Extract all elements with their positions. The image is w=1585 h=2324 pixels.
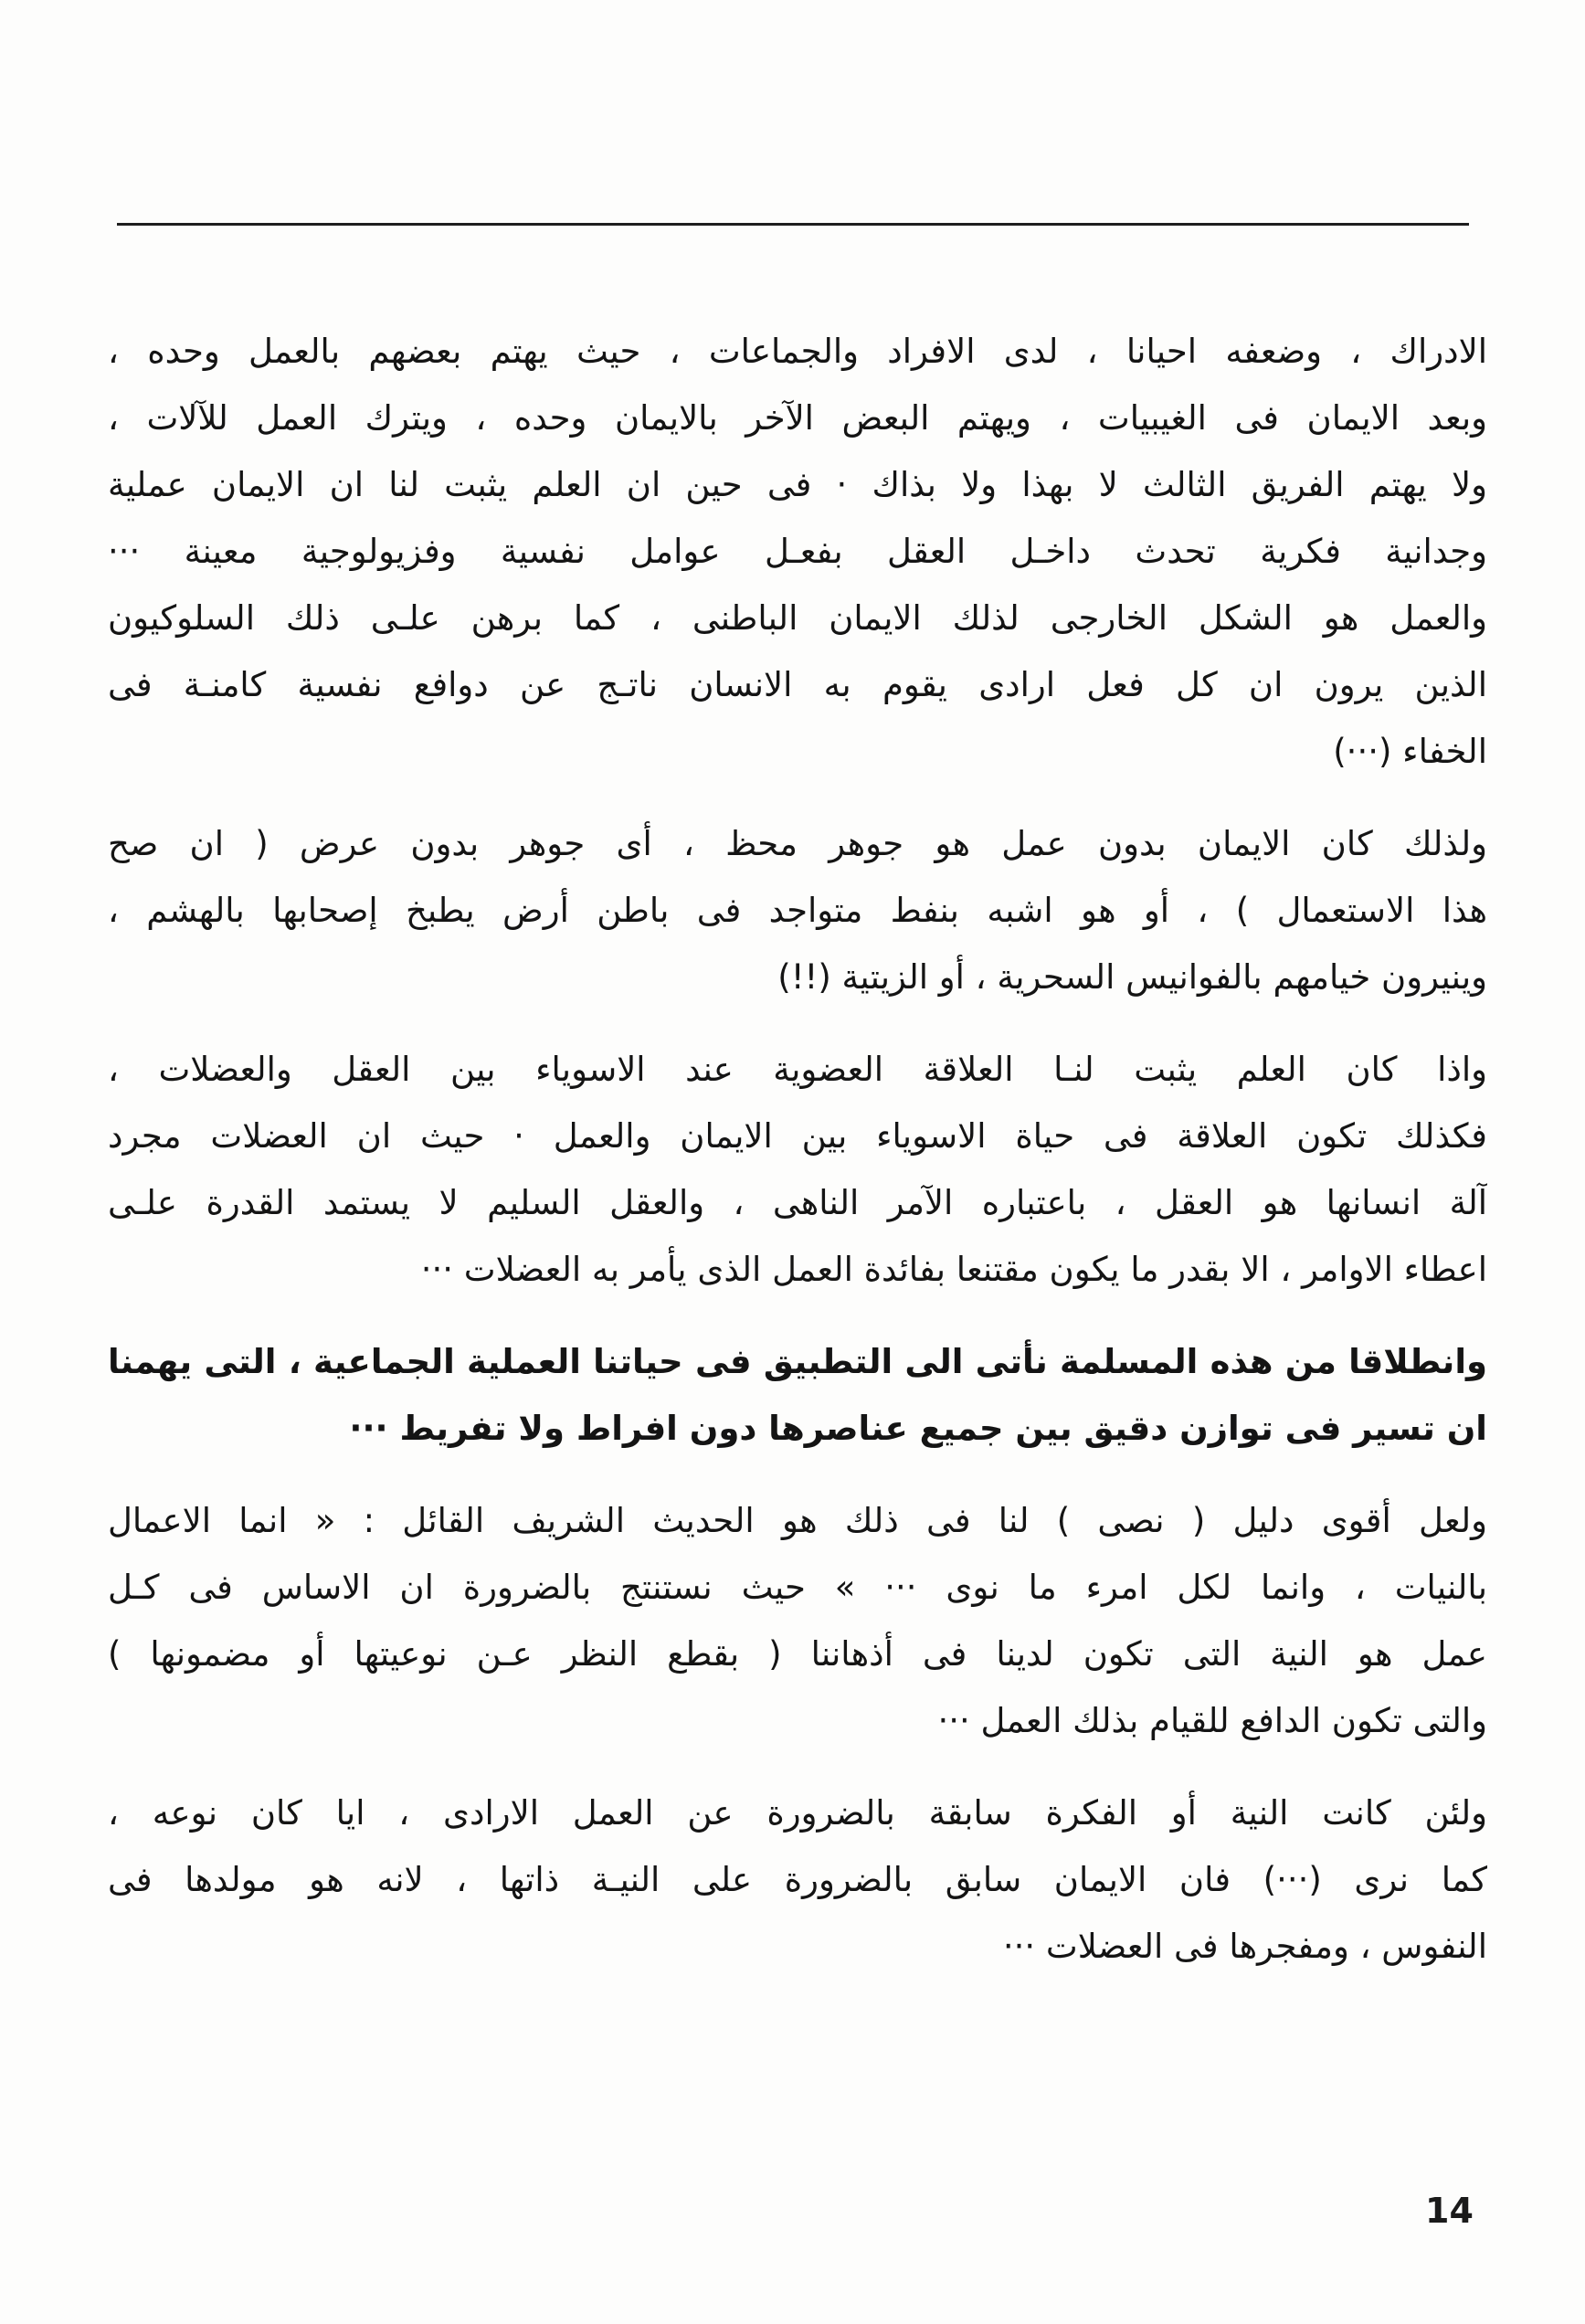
paragraph-5 — [108, 1487, 1487, 1754]
text-line: وجدانية فكرية تحدث داخـل العقل بفعـل عوامل نفسية وفزيولوجية معينة ··· — [108, 532, 1487, 571]
header-rule — [117, 223, 1469, 226]
text-line: وانطلاقا من هذه المسلمة نأتى الى التطبيق فى حياتنا العملية الجماعية ، التى يهمنا — [108, 1342, 1487, 1381]
text-line: الذين يرون ان كل فعل ارادى يقوم به الانسان ناتـج عن دوافع نفسية كامنـة فى — [108, 665, 1487, 704]
text-line: كما نرى (···) فان الايمان سابق بالضرورة على النيـة ذاتها ، لانه هو مولدها فى — [108, 1860, 1487, 1899]
text-line: النفوس ، ومفجرها فى العضلات ··· — [1002, 1927, 1487, 1966]
text-line: واذا كان العلم يثبت لنـا العلاقة العضوية عند الاسوياء بين العقل والعضلات ، — [108, 1050, 1487, 1089]
text-line: آلة انسانها هو العقل ، باعتباره الآمر الناهى ، والعقل السليم لا يستمد القدرة علـى — [108, 1183, 1487, 1222]
text-line: والعمل هو الشكل الخارجى لذلك الايمان الباطنى ، كما برهن علـى ذلك السلوكيون — [108, 598, 1487, 638]
paragraph-2 — [108, 810, 1487, 1010]
paragraph-3 — [108, 1036, 1487, 1303]
text-line: ولعل أقوى دليل ( نصى ) لنا فى ذلك هو الحديث الشريف القائل : « انما الاعمال — [108, 1501, 1487, 1540]
text-line: الخفاء (···) — [1333, 732, 1487, 771]
text-line: ولذلك كان الايمان بدون عمل هو جوهر محظ ، أى جوهر بدون عرض ( ان صح — [108, 824, 1487, 863]
body-text — [108, 318, 1487, 2005]
paragraph-6 — [108, 1780, 1487, 1980]
text-line: فكذلك تكون العلاقة فى حياة الاسوياء بين الايمان والعمل · حيث ان العضلات مجرد — [108, 1116, 1487, 1156]
text-line: وينيرون خيامهم بالفوانيس السحرية ، أو الزيتية (!!) — [777, 957, 1487, 997]
text-line: هذا الاستعمال ) ، أو هو اشبه بنفط متواجد فى باطن أرض يطبخ إصحابها بالهشم ، — [108, 891, 1487, 930]
text-line: عمل هو النية التى تكون لدينا فى أذهاننا ( بقطع النظر عـن نوعيتها أو مضمونها ) — [108, 1634, 1487, 1674]
text-line: اعطاء الاوامر ، الا بقدر ما يكون مقتنعا بفائدة العمل الذى يأمر به العضلات ··· — [420, 1250, 1487, 1289]
text-line: وبعد الايمان فى الغيبيات ، ويهتم البعض الآخر بالايمان وحده ، ويترك العمل للآلات ، — [108, 398, 1487, 438]
text-line: والتى تكون الدافع للقيام بذلك العمل ··· — [937, 1701, 1487, 1740]
text-line: ان تسير فى توازن دقيق بين جميع عناصرها دون افراط ولا تفريط ··· — [349, 1409, 1487, 1448]
text-line: ولا يهتم الفريق الثالث لا بهذا ولا بذاك · فى حين ان العلم يثبت لنا ان الايمان عملية — [108, 465, 1487, 504]
page-number: 14 — [1425, 2191, 1474, 2231]
text-line: الادراك ، وضعفه احيانا ، لدى الافراد والجماعات ، حيث يهتم بعضهم بالعمل وحده ، — [108, 332, 1487, 371]
paragraph-1 — [108, 318, 1487, 785]
text-line: بالنيات ، وانما لكل امرء ما نوى ··· » حيث نستنتج بالضرورة ان الاساس فى كـل — [108, 1568, 1487, 1607]
text-line: ولئن كانت النية أو الفكرة سابقة بالضرورة عن العمل الارادى ، ايا كان نوعه ، — [108, 1793, 1487, 1833]
paragraph-4 — [108, 1328, 1487, 1462]
